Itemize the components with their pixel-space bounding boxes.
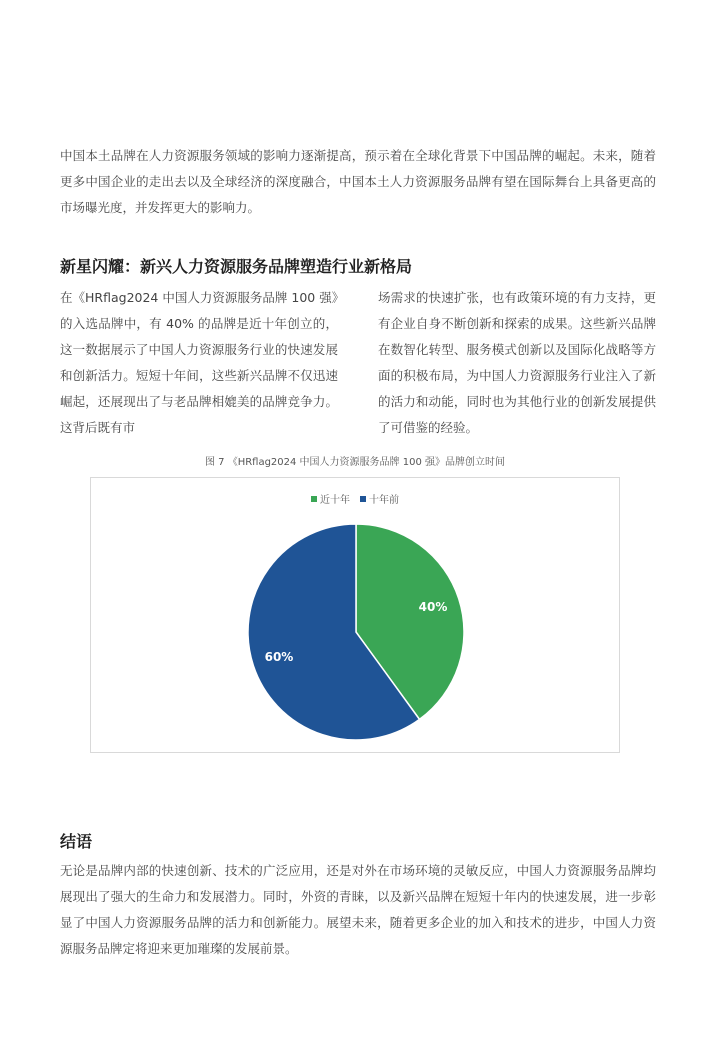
- column-left-text: 在《HRflag2024 中国人力资源服务品牌 100 强》的入选品牌中，有 40% 的品牌是近十年创立的，这一数据展示了中国人力资源服务行业的快速发展和创新活力。短短十年间，这些新兴品牌不仅迅速崛起，还展现出了与老品牌相媲美的品牌竞争力。这背后既有市: [60, 290, 338, 435]
- pie-label-older: 60%: [264, 650, 294, 665]
- pie-chart-frame: [90, 477, 620, 753]
- legend-label-older: 十年前: [369, 495, 399, 506]
- conclusion-paragraph: 无论是品牌内部的快速创新、技术的广泛应用，还是对外在市场环境的灵敏反应，中国人力资源服务品牌均展现出了强大的生命力和发展潜力。同时，外资的青睐，以及新兴品牌在短短十年内的快速发展，进一步彰显了中国人力资源服务品牌的活力和创新能力。展望未来，随着更多企业的加入和技术的进步，中国人力资源服务品牌定将迎来更加璀璨的发展前景。: [60, 863, 656, 956]
- section-heading-conclusion: 结语: [60, 832, 93, 851]
- figure-caption: 图 7 《HRflag2024 中国人力资源服务品牌 100 强》品牌创立时间: [204, 457, 506, 468]
- column-right-text: 场需求的快速扩张，也有政策环境的有力支持，更有企业自身不断创新和探索的成果。这些新兴品牌在数智化转型、服务模式创新以及国际化战略等方面的积极布局，为中国人力资源服务行业注入了新的活力和动能，同时也为其他行业的创新发展提供了可借鉴的经验。: [378, 290, 656, 435]
- legend-label-recent: 近十年: [320, 495, 350, 506]
- intro-paragraph: 中国本土品牌在人力资源服务领域的影响力逐渐提高，预示着在全球化背景下中国品牌的崛起。未来，随着更多中国企业的走出去以及全球经济的深度融合，中国本土人力资源服务品牌有望在国际舞台上具备更高的市场曝光度，并发挥更大的影响力。: [60, 148, 656, 215]
- section-heading-new-stars: 新星闪耀：新兴人力资源服务品牌塑造行业新格局: [60, 257, 413, 276]
- two-column-text: [60, 285, 656, 441]
- pie-label-recent: 40%: [418, 599, 448, 614]
- pie-chart: [91, 478, 619, 752]
